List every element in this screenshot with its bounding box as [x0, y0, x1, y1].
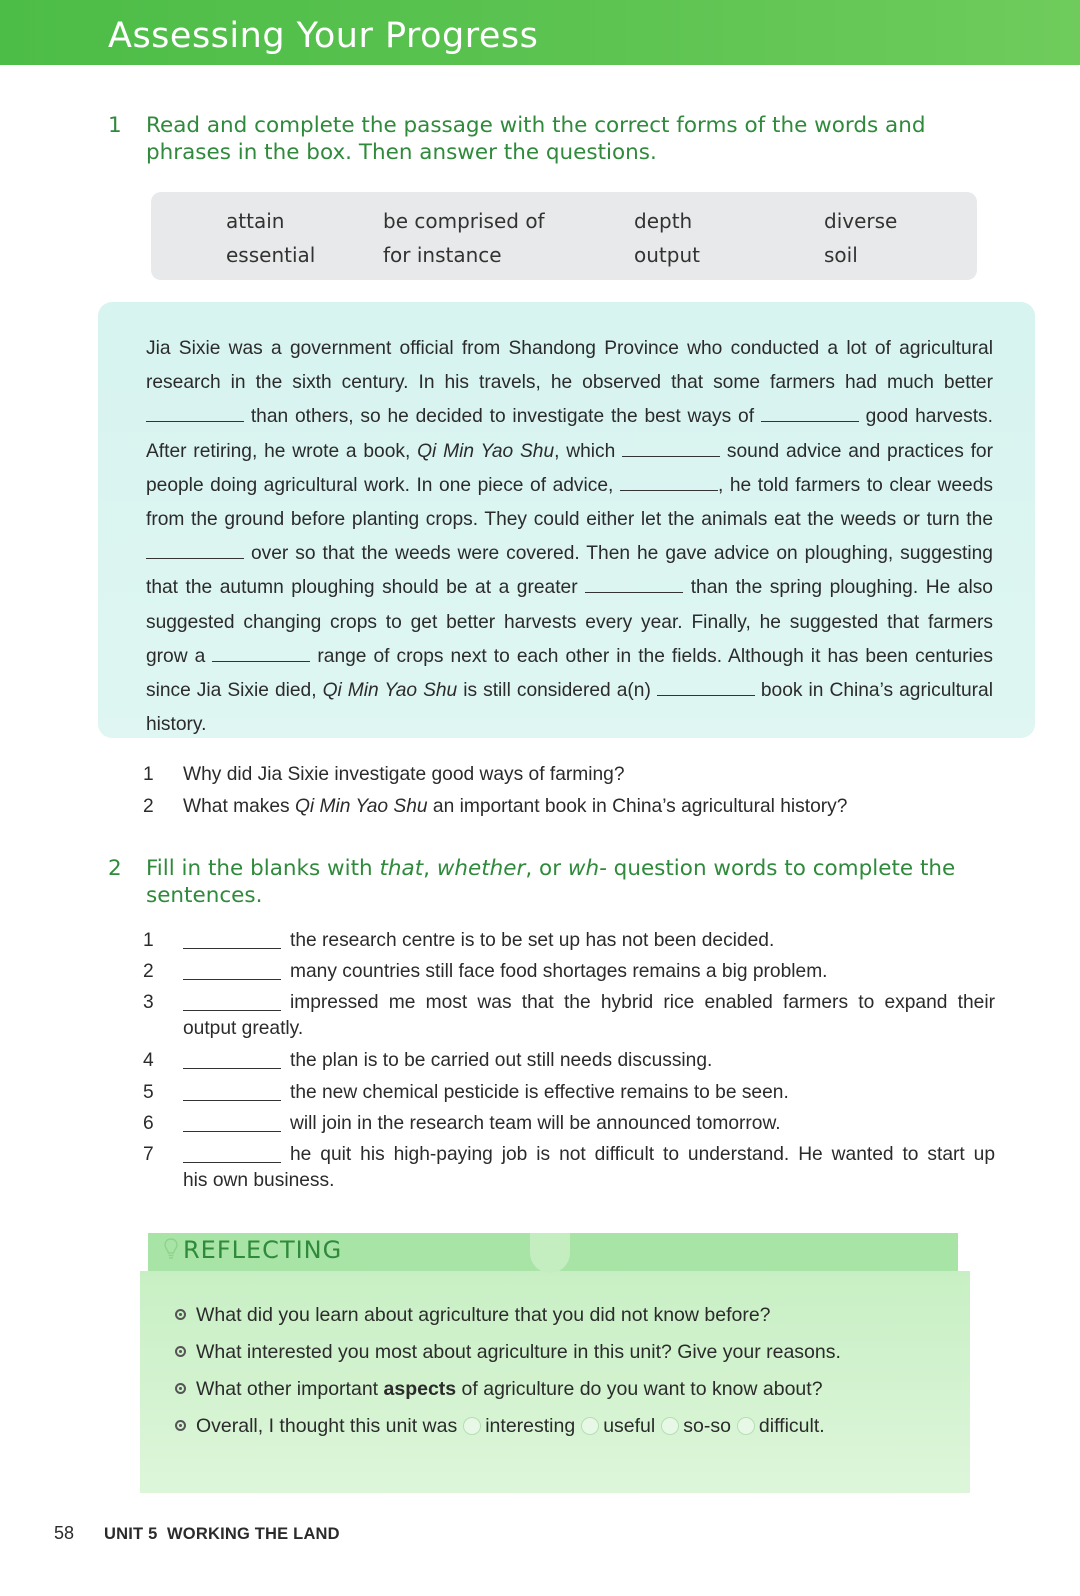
passage-segment: than the spring ploughing. He also suggested changing crops to get better harvests every year. Finally, he suggested that farmers grow a — [146, 577, 993, 667]
question-segment: Why did Jia Sixie investigate good ways of farming? — [183, 764, 625, 785]
question-segment: an important book in China’s agricultural history? — [427, 796, 848, 817]
answer-blank[interactable] — [585, 574, 683, 593]
passage-segment: , which — [554, 440, 616, 462]
sentence-number: 3 — [143, 992, 154, 1013]
task1-instruction: Read and complete the passage with the correct forms of the words and phrases in the box. Then answer the questions. — [146, 113, 926, 165]
task1-number: 1 — [108, 113, 122, 138]
task2-instruction — [146, 855, 966, 909]
book-title: Qi Min Yao Shu — [417, 440, 555, 462]
answer-blank[interactable] — [183, 948, 281, 949]
question-text — [183, 763, 1003, 787]
sentence-number: 4 — [143, 1050, 154, 1071]
instruction-segment: Fill in the blanks with — [146, 856, 380, 881]
book-title: Qi Min Yao Shu — [322, 680, 458, 702]
answer-blank[interactable] — [183, 1010, 281, 1011]
word-item: essential — [226, 243, 316, 267]
sentence-number: 2 — [143, 961, 154, 982]
question-number: 2 — [143, 796, 154, 817]
option-circle[interactable] — [737, 1417, 755, 1435]
sentence-text: many countries still face food shortages remains a big problem. — [290, 961, 828, 982]
instruction-segment: question words to complete the sentences. — [146, 856, 956, 908]
instruction-keyword: whether — [436, 856, 526, 881]
reflecting-title: REFLECTING — [183, 1236, 343, 1264]
answer-blank[interactable] — [183, 1131, 281, 1132]
bullet-target-icon — [175, 1420, 186, 1431]
bullet-target-icon — [175, 1346, 186, 1357]
reflecting-text: What other important — [196, 1378, 384, 1400]
lightbulb-icon — [164, 1238, 178, 1260]
sentence-text: the research centre is to be set up has not been decided. — [290, 930, 775, 951]
page-title: Assessing Your Progress — [108, 16, 539, 56]
bullet-target-icon — [175, 1309, 186, 1320]
word-item: diverse — [824, 209, 898, 233]
sentence-text: he quit his high-paying job is not difficult to understand. He wanted to start up — [290, 1144, 995, 1165]
header-banner — [0, 0, 1080, 65]
page-number: 58 — [54, 1523, 75, 1543]
sentence-number: 1 — [143, 930, 154, 951]
answer-blank[interactable] — [183, 1068, 281, 1069]
sentence-continuation: output greatly. — [183, 1018, 304, 1039]
sentence-continuation: his own business. — [183, 1170, 335, 1191]
answer-blank[interactable] — [146, 540, 244, 559]
reflecting-text: What interested you most about agriculture in this unit? Give your reasons. — [196, 1341, 841, 1363]
answer-blank[interactable] — [183, 1100, 281, 1101]
sentence-text: impressed me most was that the hybrid rice enabled farmers to expand their — [290, 992, 995, 1013]
unit-title: UNIT 5 WORKING THE LAND — [104, 1525, 340, 1543]
reflecting-text: What did you learn about agriculture that you did not know before? — [196, 1304, 771, 1326]
passage-text — [146, 332, 993, 742]
reflecting-item — [175, 1376, 823, 1402]
reflecting-bold-word: aspects — [383, 1378, 457, 1400]
bullet-target-icon — [175, 1383, 186, 1394]
reflecting-item — [175, 1339, 841, 1365]
option-label: useful — [603, 1415, 656, 1437]
instruction-segment: , — [423, 856, 437, 881]
answer-blank[interactable] — [212, 643, 310, 662]
passage-segment: is still considered a(n) — [463, 680, 651, 702]
question-segment: What makes — [183, 796, 295, 817]
passage-segment: book in China’s agricultural history. — [146, 680, 993, 736]
instruction-segment: , or — [525, 856, 568, 881]
option-circle[interactable] — [581, 1417, 599, 1435]
task2-number: 2 — [108, 856, 122, 881]
passage-segment: Jia Sixie was a government official from Shandong Province who conducted a lot of agricultural research in the sixth century. In his travels, he observed that some farmers had much better — [146, 338, 993, 394]
instruction-keyword: that — [379, 856, 424, 881]
book-title: Qi Min Yao Shu — [294, 796, 428, 817]
word-item: be comprised of — [383, 209, 545, 233]
sentence-text: the new chemical pesticide is effective remains to be seen. — [290, 1082, 789, 1103]
instruction-keyword: wh- — [567, 856, 607, 881]
question-text — [183, 795, 1003, 819]
passage-segment: sound advice and practices for people doing agricultural work. In one piece of advice, — [146, 440, 993, 496]
reflecting-text: Overall, I thought this unit was — [196, 1415, 458, 1437]
word-item: depth — [634, 209, 693, 233]
passage-segment: over so that the weeds were covered. Then he gave advice on ploughing, suggesting that the autumn ploughing should be at a greater — [146, 543, 993, 599]
answer-blank[interactable] — [761, 403, 859, 422]
answer-blank[interactable] — [183, 1162, 281, 1163]
word-item: soil — [824, 243, 858, 267]
sentence-number: 5 — [143, 1082, 154, 1103]
reflecting-book-fold — [530, 1233, 570, 1273]
option-label: interesting — [485, 1415, 576, 1437]
passage-segment: , he told farmers to clear weeds from the ground before planting crops. They could either let the animals eat the weeds or turn the — [146, 474, 993, 531]
sentence-text: will join in the research team will be announced tomorrow. — [290, 1113, 781, 1134]
answer-blank[interactable] — [146, 403, 244, 422]
option-label: difficult. — [758, 1415, 825, 1437]
option-label: so-so — [683, 1415, 731, 1437]
reflecting-item — [175, 1413, 825, 1439]
option-circle[interactable] — [661, 1417, 679, 1435]
answer-blank[interactable] — [183, 979, 281, 980]
passage-segment: than others, so he decided to investigate the best ways of — [250, 406, 755, 428]
word-item: attain — [226, 209, 285, 233]
question-number: 1 — [143, 764, 154, 785]
answer-blank[interactable] — [657, 677, 755, 696]
sentence-number: 6 — [143, 1113, 154, 1134]
reflecting-item — [175, 1302, 771, 1328]
passage-segment: good harvests. After retiring, he wrote a book, — [146, 406, 993, 462]
sentence-text: the plan is to be carried out still needs discussing. — [290, 1050, 713, 1071]
word-item: output — [634, 243, 700, 267]
reflecting-text: of agriculture do you want to know about? — [456, 1378, 823, 1400]
answer-blank[interactable] — [622, 438, 720, 457]
option-circle[interactable] — [463, 1417, 481, 1435]
answer-blank[interactable] — [620, 472, 718, 491]
passage-segment: range of crops next to each other in the fields. Although it has been centuries since Jia Sixie died, — [146, 645, 993, 702]
sentence-number: 7 — [143, 1144, 154, 1165]
word-item: for instance — [383, 243, 502, 267]
